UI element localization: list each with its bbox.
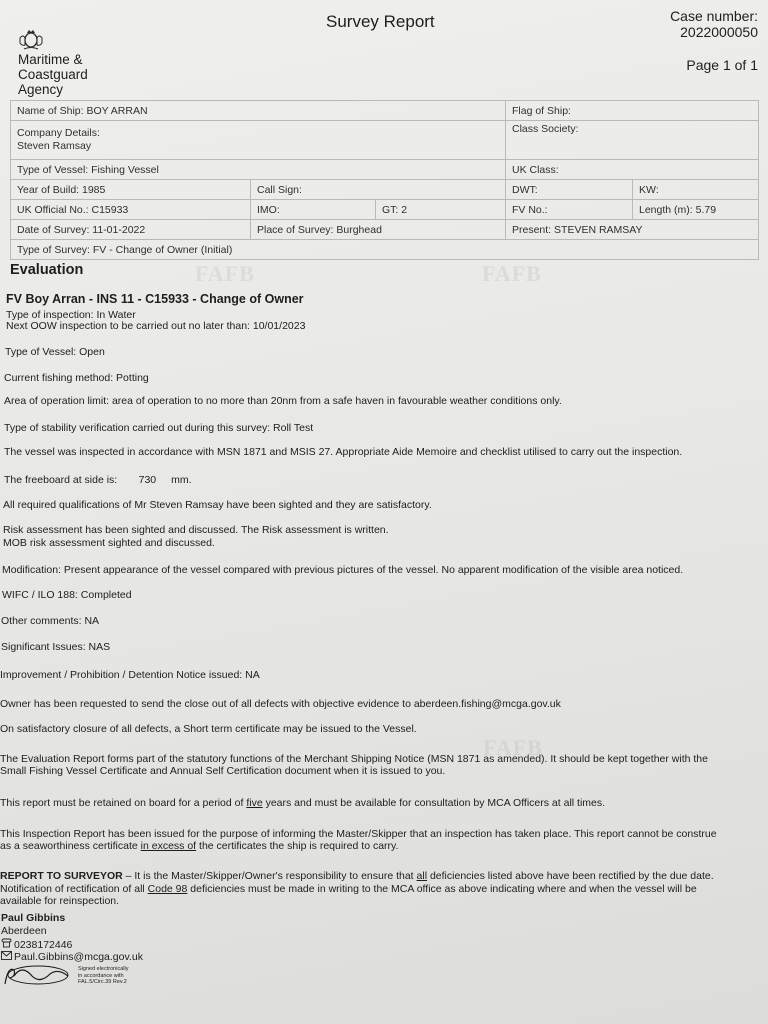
length: Length (m): 5.79	[633, 200, 759, 220]
signed-note-line: FAL.5/Circ.39 Rev.2	[78, 979, 127, 985]
surveyor-line-3: available for reinspection.	[0, 895, 120, 907]
retention-text: years and must be available for consultation by MCA Officers at all times.	[262, 797, 606, 809]
report-forms-part-line-2: Small Fishing Vessel Certificate and Annual Self Certification document when it is issued to you.	[0, 765, 446, 777]
freeboard-label: The freeboard at side is:	[4, 474, 118, 486]
present: Present: STEVEN RAMSAY	[506, 220, 759, 240]
logo-text-line: Agency	[18, 82, 64, 97]
date-of-survey: Date of Survey: 11-01-2022	[11, 220, 251, 240]
inspection-report-text: the certificates the ship is required to carry.	[196, 840, 399, 852]
watermark: FAFB	[195, 261, 255, 286]
inspection-report-text: as a seaworthiness certificate	[0, 840, 141, 852]
signed-note-line: Signed electronically	[78, 966, 129, 972]
page-indicator: Page 1 of 1	[686, 57, 758, 73]
surveyor-emphasis: all	[416, 870, 428, 882]
uk-official-number: UK Official No.: C15933	[11, 200, 251, 220]
imo: IMO:	[251, 200, 376, 220]
surveyor-text: – It is the Master/Skipper/Owner's responsibility to ensure that	[122, 870, 417, 882]
qualifications: All required qualifications of Mr Steven Ramsay have been sighted and they are satisfactory.	[3, 499, 432, 511]
logo-text-line: Coastguard	[18, 67, 88, 82]
inspection-report-emphasis: in excess of	[140, 840, 197, 852]
uk-class: UK Class:	[506, 160, 759, 180]
company-details-label: Company Details:	[17, 127, 100, 139]
watermark: FAFB	[482, 261, 542, 286]
signatory-phone	[1, 938, 72, 951]
retention-text: This report must be retained on board for a period of	[0, 797, 247, 809]
mca-logo	[18, 28, 128, 97]
inspection-report-line-1: This Inspection Report has been issued for the purpose of informing the Master/Skipper that an inspection has taken place. This report cannot be construe	[0, 828, 717, 840]
name-of-ship: Name of Ship: BOY ARRAN	[11, 101, 506, 121]
vessel-details-table	[10, 100, 759, 260]
phone-number: 0238172446	[14, 939, 73, 951]
logo-text-line: Maritime &	[18, 52, 83, 67]
type-of-vessel: Type of Vessel: Fishing Vessel	[11, 160, 506, 180]
call-sign: Call Sign:	[251, 180, 506, 200]
royal-crest-icon	[18, 28, 44, 50]
freeboard-value: 730	[138, 474, 157, 486]
report-forms-part-line-1: The Evaluation Report forms part of the statutory functions of the Merchant Shipping Notice (MSN 1871 as amended). It should be kept together with the	[0, 753, 708, 765]
signed-electronically-note	[78, 966, 128, 986]
freeboard	[4, 474, 192, 486]
envelope-icon	[1, 951, 12, 960]
retention-period: five	[246, 797, 263, 809]
surveyor-line-1	[0, 870, 714, 882]
email-address: Paul.Gibbins@mcga.gov.uk	[14, 951, 143, 963]
other-comments: Other comments: NA	[1, 615, 100, 627]
risk-assessment: Risk assessment has been sighted and discussed. The Risk assessment is written.	[3, 524, 389, 536]
inspection-type: Type of inspection: In Water	[6, 309, 136, 321]
evaluation-title: Evaluation	[10, 262, 84, 278]
watermark: FAFB	[483, 735, 543, 760]
short-term-certificate: On satisfactory closure of all defects, a Short term certificate may be issued to the Vessel.	[0, 723, 417, 735]
vessel-type: Type of Vessel: Open	[5, 346, 105, 358]
significant-issues: Significant Issues: NAS	[1, 641, 111, 653]
dwt: DWT:	[506, 180, 633, 200]
fv-number: FV No.:	[506, 200, 633, 220]
flag-of-ship: Flag of Ship:	[506, 101, 759, 121]
wifc-ilo: WIFC / ILO 188: Completed	[2, 589, 132, 601]
company-details	[11, 121, 506, 160]
document-title: Survey Report	[326, 12, 435, 31]
retention-notice	[0, 797, 605, 809]
company-details-value: Steven Ramsay	[17, 140, 92, 152]
surveyor-text: deficiencies must be made in writing to the MCA office as above indicating where and when the vessel will be	[187, 883, 697, 895]
modification: Modification: Present appearance of the vessel compared with previous pictures of the vessel. No apparent modification of the visible area noticed.	[2, 564, 684, 576]
close-out-defects: Owner has been requested to send the close out of all defects with objective evidence to aberdeen.fishing@mcga.gov.uk	[0, 698, 561, 710]
year-of-build: Year of Build: 1985	[11, 180, 251, 200]
inspection-accordance: The vessel was inspected in accordance with MSN 1871 and MSIS 27. Appropriate Aide Memoire and checklist utilised to carry out the inspection.	[4, 446, 683, 458]
evaluation-heading: FV Boy Arran - INS 11 - C15933 - Change of Owner	[6, 292, 304, 306]
signature-image	[2, 962, 74, 988]
stability-verification: Type of stability verification carried out during this survey: Roll Test	[4, 422, 314, 434]
signed-note-line: in accordance with	[78, 972, 124, 979]
mob-assessment: MOB risk assessment sighted and discussed.	[3, 537, 215, 549]
place-of-survey: Place of Survey: Burghead	[251, 220, 506, 240]
phone-icon	[1, 938, 12, 948]
fishing-method: Current fishing method: Potting	[4, 372, 149, 384]
inspection-report-line-2	[0, 840, 398, 852]
surveyor-text: Notification of rectification of all	[0, 883, 148, 895]
surveyor-label: REPORT TO SURVEYOR	[0, 870, 123, 882]
class-society: Class Society:	[506, 121, 759, 160]
surveyor-text: deficiencies listed above have been rectified by the due date.	[427, 870, 714, 882]
type-of-survey: Type of Survey: FV - Change of Owner (Initial)	[11, 240, 759, 260]
next-inspection: Next OOW inspection to be carried out no later than: 10/01/2023	[6, 320, 306, 332]
code-98-link: Code 98	[147, 883, 188, 895]
freeboard-unit: mm.	[171, 474, 192, 486]
case-number: 2022000050	[680, 24, 758, 40]
case-number-label: Case number:	[670, 8, 758, 24]
signatory-office: Aberdeen	[1, 925, 47, 937]
surveyor-line-2	[0, 883, 697, 895]
operation-limit: Area of operation limit: area of operation to no more than 20nm from a safe haven in favourable weather conditions only.	[4, 395, 562, 407]
gross-tonnage: GT: 2	[376, 200, 506, 220]
signatory-name: Paul Gibbins	[1, 912, 66, 924]
kw: KW:	[633, 180, 759, 200]
notice-issued: Improvement / Prohibition / Detention Notice issued: NA	[0, 669, 260, 681]
